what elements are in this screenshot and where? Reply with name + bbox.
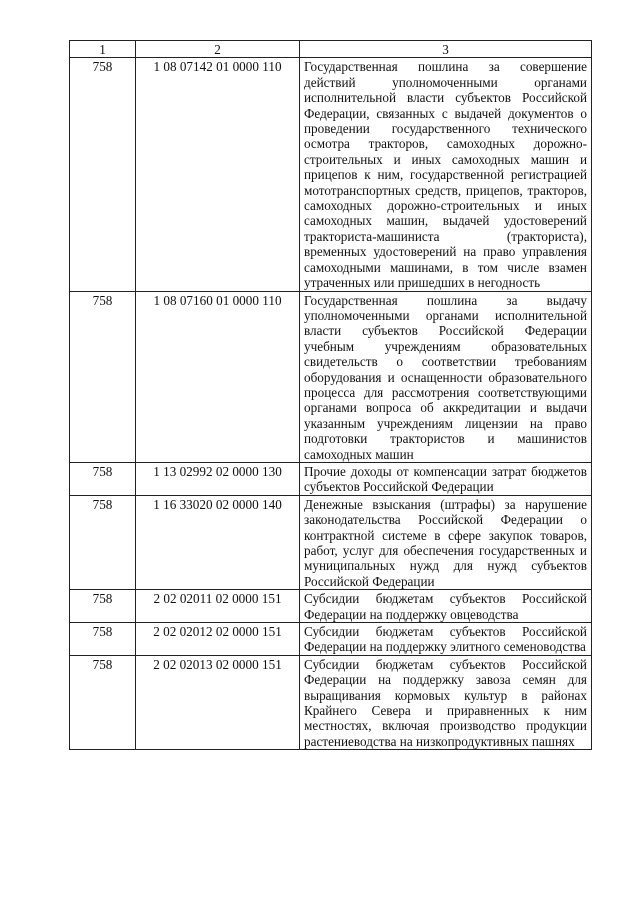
budget-codes-table bbox=[69, 40, 592, 750]
description-cell: Прочие доходы от компенсации затрат бюджетов субъектов Российской Федерации bbox=[300, 462, 592, 495]
description-cell: Субсидии бюджетам субъектов Российской Федерации на поддержку элитного семеноводства bbox=[300, 623, 592, 656]
column-header-1: 1 bbox=[70, 41, 136, 58]
description-cell: Государственная пошлина за выдачу уполномоченными органами исполнительной власти субъектов Российской Федерации учебным учреждениям образовательных свидетельств о соответствии требованиям оборудования и оснащенности образовательного процесса для рассмотрения соответствующими органами вопроса об аккредитации и выдачи указанным учреждениям лицензии на право подготовки трактористов и машинистов самоходных машин bbox=[300, 291, 592, 462]
admin-code-cell: 758 bbox=[70, 58, 136, 291]
admin-code-cell: 758 bbox=[70, 590, 136, 623]
table-row bbox=[70, 291, 592, 462]
table-row bbox=[70, 495, 592, 589]
admin-code-cell: 758 bbox=[70, 462, 136, 495]
admin-code-cell: 758 bbox=[70, 291, 136, 462]
description-cell: Субсидии бюджетам субъектов Российской Федерации на поддержку завоза семян для выращивания кормовых культур в районах Крайнего Севера и приравненных к ним местностях, включая производство продукции растениеводства на низкопродуктивных пашнях bbox=[300, 655, 592, 749]
admin-code-cell: 758 bbox=[70, 495, 136, 589]
table-row bbox=[70, 623, 592, 656]
table-row bbox=[70, 590, 592, 623]
table-row bbox=[70, 462, 592, 495]
revenue-code-cell: 1 16 33020 02 0000 140 bbox=[136, 495, 300, 589]
column-header-2: 2 bbox=[136, 41, 300, 58]
description-cell: Государственная пошлина за совершение действий уполномоченными органами исполнительной власти субъектов Российской Федерации, связанных с выдачей документов о проведении государственного технического осмотра тракторов, самоходных дорожно-строительных и иных самоходных машин и прицепов к ним, государственной регистрацией мототранспортных средств, прицепов, тракторов, самоходных дорожно-строительных и иных самоходных машин, выдачей удостоверений тракториста-машиниста (тракториста), временных удостоверений на право управления самоходными машинами, в том числе взамен утраченных или пришедших в негодность bbox=[300, 58, 592, 291]
revenue-code-cell: 1 13 02992 02 0000 130 bbox=[136, 462, 300, 495]
column-header-3: 3 bbox=[300, 41, 592, 58]
revenue-code-cell: 2 02 02012 02 0000 151 bbox=[136, 623, 300, 656]
admin-code-cell: 758 bbox=[70, 623, 136, 656]
table-row bbox=[70, 58, 592, 291]
table-row bbox=[70, 655, 592, 749]
revenue-code-cell: 2 02 02011 02 0000 151 bbox=[136, 590, 300, 623]
revenue-code-cell: 1 08 07142 01 0000 110 bbox=[136, 58, 300, 291]
description-cell: Денежные взыскания (штрафы) за нарушение законодательства Российской Федерации о контрактной системе в сфере закупок товаров, работ, услуг для обеспечения государственных и муниципальных нужд для нужд субъектов Российской Федерации bbox=[300, 495, 592, 589]
revenue-code-cell: 1 08 07160 01 0000 110 bbox=[136, 291, 300, 462]
revenue-code-cell: 2 02 02013 02 0000 151 bbox=[136, 655, 300, 749]
header-row bbox=[70, 41, 592, 58]
admin-code-cell: 758 bbox=[70, 655, 136, 749]
description-cell: Субсидии бюджетам субъектов Российской Федерации на поддержку овцеводства bbox=[300, 590, 592, 623]
